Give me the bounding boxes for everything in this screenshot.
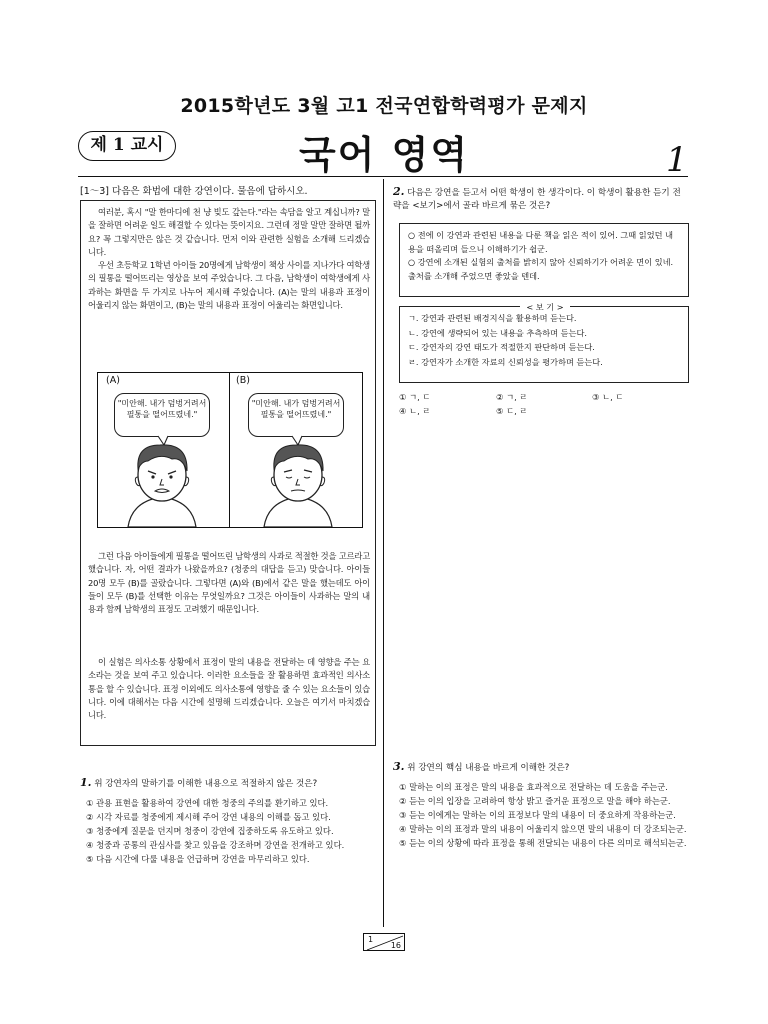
student-thought: ○ 강연에 소개된 실험의 출처를 밝히지 않아 신뢰하기가 어려운 면이 있네. 출처를 소개해 주었으면 좋았을 텐데. bbox=[408, 257, 674, 281]
session-badge: 제 1 교시 bbox=[78, 131, 176, 161]
bogi-item: ㄴ. 강연에 생략되어 있는 내용을 추측하며 듣는다. bbox=[408, 327, 588, 338]
passage-paragraph-1: 여러분, 혹시 "말 한마디에 천 냥 빚도 갚는다."라는 속담을 알고 계십니까? 말을 잘하면 어려운 일도 해결할 수 있다는 뜻이지요. 그런데 정말 말만 잘하면 될까요? 꼭 그렇지만은 않은 것 같습니다. 먼저 이와 관련한 실험을 소개해 드리겠습니다. bbox=[88, 207, 370, 257]
question-1-option[interactable]: ④ 청중과 공통의 관심사를 찾고 있음을 강조하며 강연을 전개하고 있다. bbox=[86, 840, 345, 850]
question-2-option[interactable]: ② ㄱ, ㄹ bbox=[496, 392, 528, 402]
comic-label-a: (A) bbox=[106, 375, 120, 386]
question-3-stem bbox=[393, 760, 689, 775]
comic-illustration bbox=[98, 373, 362, 527]
question-1-option[interactable]: ⑤ 다음 시간에 다룰 내용을 언급하며 강연을 마무리하고 있다. bbox=[86, 854, 310, 864]
header-rule bbox=[78, 176, 688, 177]
bogi-box bbox=[399, 302, 689, 383]
question-2-text: 다음은 강연을 듣고서 어떤 학생이 한 생각이다. 이 학생이 활용한 듣기 전략을 <보기>에서 골라 바르게 묶은 것은? bbox=[393, 188, 681, 211]
question-1-stem bbox=[80, 776, 380, 791]
speech-bubble-a: "미안해. 내가 덤벙거려서 필통을 떨어뜨렸네." bbox=[114, 393, 210, 437]
student-thought: ○ 전에 이 강연과 관련된 내용을 다룬 책을 읽은 적이 있어. 그때 읽었던 내용을 떠올리며 들으니 이해하기가 쉽군. bbox=[408, 230, 674, 254]
question-1-option[interactable]: ③ 청중에게 질문을 던지며 청중이 강연에 집중하도록 유도하고 있다. bbox=[86, 826, 334, 836]
question-3-option[interactable]: ③ 듣는 이에게는 말하는 이의 표정보다 말의 내용이 더 중요하게 작용하는군. bbox=[399, 810, 676, 820]
comic-label-b: (B) bbox=[236, 375, 250, 386]
question-2-option[interactable]: ① ㄱ, ㄷ bbox=[399, 392, 431, 402]
question-1-option[interactable]: ① 관용 표현을 활용하여 강연에 대한 청중의 주의를 환기하고 있다. bbox=[86, 798, 329, 808]
question-2-option[interactable]: ④ ㄴ, ㄹ bbox=[399, 406, 431, 416]
boy-b-illustration bbox=[264, 445, 332, 527]
passage-paragraph-3: 그런 다음 아이들에게 필통을 떨어뜨린 남학생의 사과로 적절한 것을 고르라고 했습니다. 자, 어떤 결과가 나왔을까요? (청중의 대답을 듣고) 맞습니다. 아이들 20명 모두 (B)를 골랐습니다. 그렇다면 (A)와 (B)에서 같은 말을 했는데도 아이들이 모두 (B)를 선택한 이유는 무엇일까요? 그것은 아이들이 사과하는 말의 내용과 함께 남학생의 표정도 고려했기 때문입니다. bbox=[88, 551, 371, 615]
bogi-item: ㄷ. 강연자의 강연 태도가 적절한지 판단하며 듣는다. bbox=[408, 342, 595, 352]
question-2-option[interactable]: ⑤ ㄷ, ㄹ bbox=[496, 406, 528, 416]
page-indicator bbox=[363, 933, 405, 951]
question-1-text: 위 강연자의 말하기를 이해한 내용으로 적절하지 않은 것은? bbox=[94, 779, 318, 789]
question-1-option[interactable]: ② 시각 자료를 청중에게 제시해 주어 강연 내용의 이해를 돕고 있다. bbox=[86, 812, 331, 822]
comic-figure bbox=[97, 372, 363, 528]
question-range-label: [1～3] 다음은 화법에 대한 강연이다. 물음에 답하시오. bbox=[80, 186, 308, 197]
subject-title: 국어 영역 bbox=[298, 133, 470, 177]
question-2-options-col2 bbox=[496, 390, 596, 418]
question-3-option[interactable]: ① 말하는 이의 표정은 말의 내용을 효과적으로 전달하는 데 도움을 주는군. bbox=[399, 782, 668, 792]
question-1-number: 1. bbox=[80, 776, 92, 789]
question-3-number: 3. bbox=[393, 760, 405, 773]
total-pages: 16 bbox=[390, 941, 401, 950]
question-2-options-col1 bbox=[399, 390, 509, 418]
question-3-option[interactable]: ② 듣는 이의 입장을 고려하여 항상 밝고 즐거운 표정으로 말을 해야 하는군. bbox=[399, 796, 671, 806]
boy-a-illustration bbox=[128, 445, 196, 527]
question-3-option[interactable]: ④ 말하는 이의 표정과 말의 내용이 어울리지 않으면 말의 내용이 더 강조되는군. bbox=[399, 824, 687, 834]
page-number: 1 bbox=[666, 140, 688, 180]
bogi-item: ㄱ. 강연과 관련된 배경지식을 활용하며 듣는다. bbox=[408, 313, 577, 323]
question-3-options bbox=[399, 780, 689, 850]
passage-paragraph-4: 이 실험은 의사소통 상황에서 표정이 말의 내용을 전달하는 데 영향을 주는 요소라는 것을 보여 주고 있습니다. 이러한 요소들을 잘 활용하면 효과적인 의사소통을 할 수 있습니다. 표정 이외에도 의사소통에 영향을 줄 수 있는 요소들이 있습니다. 이에 대해서는 다음 시간에 설명해 드리겠습니다. 오늘은 여기서 마치겠습니다. bbox=[88, 657, 370, 721]
exam-title: 2015학년도 3월 고1 전국연합학력평가 문제지 bbox=[180, 95, 588, 117]
question-3-text: 위 강연의 핵심 내용을 바르게 이해한 것은? bbox=[407, 763, 570, 773]
speech-bubble-b: "미안해. 내가 덤벙거려서 필통을 떨어뜨렸네." bbox=[248, 393, 344, 437]
passage-paragraph-2: 우선 초등학교 1학년 아이들 20명에게 남학생이 책상 사이를 지나가다 여학생의 필통을 떨어뜨리는 영상을 보여 주었습니다. 그 다음, 남학생이 여학생에게 사과하는 화면을 두 가지로 나누어 제시해 주었습니다. (A)는 말의 내용과 표정이 어울리지 않는 화면이고, (B)는 말의 내용과 표정이 어울리는 화면입니다. bbox=[88, 260, 370, 310]
question-2-number: 2. bbox=[393, 185, 405, 198]
question-1-options bbox=[86, 796, 378, 866]
bogi-item: ㄹ. 강연자가 소개한 자료의 신뢰성을 평가하며 듣는다. bbox=[408, 356, 603, 367]
question-2-options-col3 bbox=[592, 390, 682, 404]
question-3-option[interactable]: ⑤ 듣는 이의 상황에 따라 표정을 통해 전달되는 내용이 다른 의미로 해석되는군. bbox=[399, 838, 687, 848]
column-divider bbox=[383, 179, 384, 927]
current-page: 1 bbox=[368, 935, 374, 944]
question-2-option[interactable]: ③ ㄴ, ㄷ bbox=[592, 392, 624, 402]
student-thoughts-box bbox=[399, 223, 689, 297]
question-2-stem bbox=[393, 185, 689, 213]
bogi-title: < 보 기 > bbox=[520, 302, 569, 312]
